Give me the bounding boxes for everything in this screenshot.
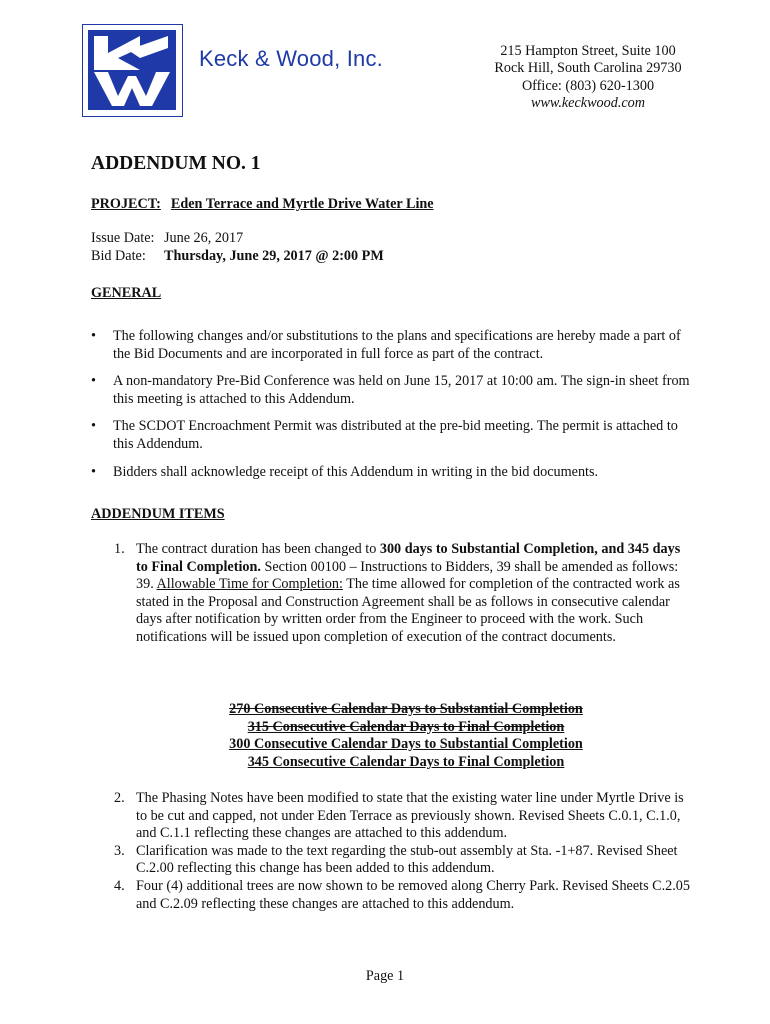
list-item [114, 843, 694, 878]
kw-letters-icon [88, 30, 176, 110]
list-item [114, 790, 694, 843]
addendum-item-list [114, 541, 694, 647]
new-duration-substantial: 300 Consecutive Calendar Days to Substantial Completion [229, 736, 583, 753]
duration-changes [136, 701, 676, 771]
address-line: Rock Hill, South Carolina 29730 [494, 60, 682, 77]
project-line [91, 196, 434, 214]
subsection-title: Allowable Time for Completion: [156, 576, 343, 593]
item-number: 2. [114, 790, 125, 806]
list-item [114, 878, 694, 913]
list-item [114, 541, 694, 647]
company-address [478, 43, 698, 113]
kw-monogram [88, 30, 176, 110]
issue-date-row [91, 230, 384, 248]
bullet-icon: • [91, 373, 96, 390]
issue-date-value: June 26, 2017 [164, 230, 244, 246]
bullet-text: The SCDOT Encroachment Permit was distributed at the pre-bid meeting. The permit is attached to this Addendum. [113, 418, 678, 452]
address-line: 215 Hampton Street, Suite 100 [500, 43, 676, 59]
item-text: Four (4) additional trees are now shown to be removed along Cherry Park. Revised Sheets C.2.05 and C.2.09 reflecting these changes are attached to this addendum. [136, 877, 690, 912]
website-link[interactable]: www.keckwood.com [531, 95, 645, 112]
bullet-text: Bidders shall acknowledge receipt of this Addendum in writing in the bid documents. [113, 463, 599, 480]
new-duration-final: 345 Consecutive Calendar Days to Final Completion [247, 753, 565, 770]
item-text: Clarification was made to the text regarding the stub-out assembly at Sta. -1+87. Revised Sheet C.2.00 reflecting this change has been added to this addendum. [136, 842, 678, 877]
list-item [91, 464, 691, 482]
general-heading: GENERAL [91, 285, 162, 301]
list-item [91, 328, 691, 363]
item-text: Section 00100 – Instructions to Bidders, 39 shall be amended as follows: [260, 558, 679, 575]
addendum-item-list-continued [114, 790, 694, 913]
bullet-text: The following changes and/or substitutions to the plans and specifications are hereby made a part of the Bid Documents and are incorporated in full force as part of the contract. [113, 328, 681, 362]
list-item [91, 373, 691, 408]
bid-date-label: Bid Date: [91, 247, 146, 264]
bullet-icon: • [91, 328, 96, 344]
bullet-icon: • [91, 418, 96, 435]
bid-date-row [91, 248, 384, 266]
address-line: Office: (803) 620-1300 [521, 77, 655, 94]
subsection-number: 39. [136, 576, 157, 593]
company-name: Keck & Wood, Inc. [199, 46, 383, 71]
dates-block [91, 230, 384, 265]
bullet-icon: • [91, 463, 96, 480]
deleted-duration-substantial: 270 Consecutive Calendar Days to Substantial Completion [229, 701, 583, 717]
general-bullet-list [91, 328, 691, 491]
bid-date-value: Thursday, June 29, 2017 @ 2:00 PM [164, 247, 384, 264]
subsection-text: The time allowed for completion of the contracted work as stated in the Proposal and Construction Agreement shall be as follows in consecutive calendar days after notification by written order from the Engineer to proceed with the work. Such notifications will be issued upon completion of execution of the contract documents. [136, 576, 680, 645]
item-text: The contract duration has been changed to [136, 541, 380, 557]
item-number: 1. [114, 541, 125, 557]
bullet-text: A non-mandatory Pre-Bid Conference was held on June 15, 2017 at 10:00 am. The sign-in sheet from this meeting is attached to this Addendum. [113, 373, 690, 407]
list-item [91, 418, 691, 453]
addendum-items-heading: ADDENDUM ITEMS [91, 506, 225, 522]
item-number: 3. [114, 842, 125, 859]
item-number: 4. [114, 877, 125, 894]
item-text-bold: 300 days to Substantial Completion, and 345 days to Final Completion. [136, 541, 681, 575]
company-logo [82, 24, 183, 117]
project-name: Eden Terrace and Myrtle Drive Water Line [170, 196, 434, 212]
document-title: ADDENDUM NO. 1 [91, 153, 261, 174]
item-text: The Phasing Notes have been modified to state that the existing water line under Myrtle Drive is to be cut and capped, not under Eden Terrace as previously shown. Revised Sheets C.0.1, C.1.0, and C.1.1 reflecting these changes are attached to this addendum. [136, 790, 684, 842]
project-label: PROJECT: [91, 196, 161, 212]
page-number: Page 1 [365, 968, 405, 984]
issue-date-label: Issue Date: [91, 230, 155, 246]
deleted-duration-final: 315 Consecutive Calendar Days to Final Completion [247, 718, 565, 735]
